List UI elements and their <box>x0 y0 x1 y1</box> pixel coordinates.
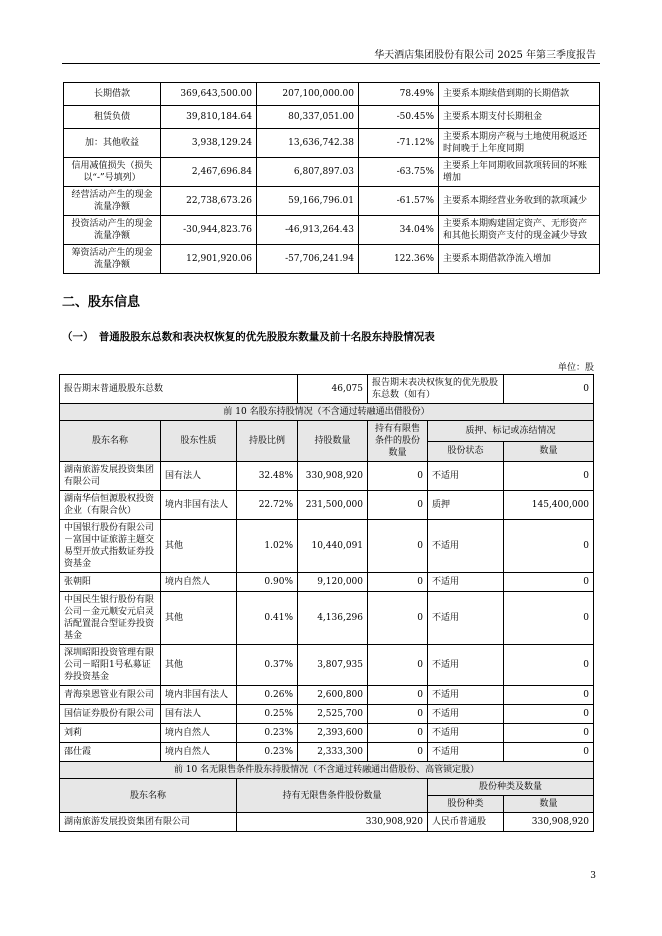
change-reason: 主要系本期支付长期租金 <box>439 106 600 129</box>
uheader-qty: 持有无限售条件股份数量 <box>237 779 428 813</box>
header-qty: 数量 <box>504 441 594 462</box>
table-row <box>64 216 600 245</box>
holder-qty: 0 <box>504 645 594 686</box>
holder-nature: 其他 <box>161 645 237 686</box>
holder-shares: 2,525,700 <box>298 705 368 724</box>
holder-status: 不适用 <box>428 705 504 724</box>
holder-nature: 国有法人 <box>161 705 237 724</box>
header-restricted: 持有有限售条件的股份数量 <box>368 421 428 462</box>
table-row <box>64 245 600 274</box>
holder-name: 湖南旅游发展投资集团有限公司 <box>60 462 161 491</box>
holder-qty: 145,400,000 <box>504 491 594 520</box>
holder-ratio: 0.23% <box>237 743 298 762</box>
holder-restricted: 0 <box>368 592 428 645</box>
holder-restricted: 0 <box>368 520 428 573</box>
item-label: 信用减值损失（损失以“-”号填列） <box>64 158 161 187</box>
current-value: 3,938,129.24 <box>161 129 257 158</box>
holder-shares: 10,440,091 <box>298 520 368 573</box>
change-percent: 122.36% <box>359 245 439 274</box>
change-reason: 主要系本期续借到期的长期借款 <box>439 83 600 106</box>
change-percent: 34.04% <box>359 216 439 245</box>
holder-ratio: 0.41% <box>237 592 298 645</box>
holder-nature: 境内非国有法人 <box>161 686 237 705</box>
holder-ratio: 0.23% <box>237 724 298 743</box>
holder-name: 刘莉 <box>60 724 161 743</box>
header-name: 股东名称 <box>60 421 161 462</box>
table-row <box>60 813 594 832</box>
table-row <box>64 158 600 187</box>
holder-nature: 境内自然人 <box>161 724 237 743</box>
prior-value: 6,807,897.03 <box>257 158 359 187</box>
header-divider <box>62 63 600 64</box>
holder-nature: 其他 <box>161 592 237 645</box>
holder-qty: 0 <box>504 573 594 592</box>
current-value: 22,738,673.26 <box>161 187 257 216</box>
holder-name: 邵仕霞 <box>60 743 161 762</box>
section-title: 二、股东信息 <box>62 295 141 310</box>
holder-qty: 0 <box>504 462 594 491</box>
changes-table <box>63 82 600 274</box>
holder-qty: 0 <box>504 520 594 573</box>
holder-ratio: 0.25% <box>237 705 298 724</box>
uheader-amount: 数量 <box>504 796 594 813</box>
holder-status: 不适用 <box>428 520 504 573</box>
holder-shares: 2,600,800 <box>298 686 368 705</box>
change-reason: 主要系本期房产税与土地使用税返还时间晚于上年度同期 <box>439 129 600 158</box>
table-row <box>64 187 600 216</box>
holder-qty: 0 <box>504 705 594 724</box>
holder-qty: 0 <box>504 592 594 645</box>
holder-name: 张朝阳 <box>60 573 161 592</box>
holder-shares: 9,120,000 <box>298 573 368 592</box>
report-header: 华天酒店集团股份有限公司 2025 年第三季度报告 <box>374 50 596 61</box>
prior-value: -57,706,241.94 <box>257 245 359 274</box>
uheader-name: 股东名称 <box>60 779 237 813</box>
table-row <box>60 705 594 724</box>
holder-name: 中国民生银行股份有限公司－金元顺安元启灵活配置混合型证券投资基金 <box>60 592 161 645</box>
change-reason: 主要系本期借款净流入增加 <box>439 245 600 274</box>
holder-status: 不适用 <box>428 573 504 592</box>
holder-status: 不适用 <box>428 743 504 762</box>
current-value: 369,643,500.00 <box>161 83 257 106</box>
total-holders-label: 报告期末普通股股东总数 <box>60 375 298 404</box>
header-status: 股份状态 <box>428 441 504 462</box>
pref-holders-label: 报告期末表决权恢复的优先股股东总数（如有） <box>368 375 504 404</box>
holder-status: 不适用 <box>428 592 504 645</box>
table-row <box>60 724 594 743</box>
holders-table <box>59 374 594 832</box>
holder-restricted: 0 <box>368 686 428 705</box>
holder-restricted: 0 <box>368 645 428 686</box>
table-row <box>64 106 600 129</box>
current-value: 12,901,920.06 <box>161 245 257 274</box>
change-percent: -71.12% <box>359 129 439 158</box>
holder-qty: 0 <box>504 743 594 762</box>
change-reason: 主要系本期购建固定资产、无形资产和其他长期资产支付的现金减少导致 <box>439 216 600 245</box>
current-value: -30,944,823.76 <box>161 216 257 245</box>
table-row <box>60 743 594 762</box>
change-percent: 78.49% <box>359 83 439 106</box>
prior-value: 59,166,796.01 <box>257 187 359 216</box>
holder-nature: 其他 <box>161 520 237 573</box>
subsection-title: （一） 普通股股东总数和表决权恢复的优先股股东数量及前十名股东持股情况表 <box>62 331 435 343</box>
holder-shares: 2,333,300 <box>298 743 368 762</box>
header-ratio: 持股比例 <box>237 421 298 462</box>
prior-value: 13,636,742.38 <box>257 129 359 158</box>
holder-nature: 国有法人 <box>161 462 237 491</box>
change-percent: -63.75% <box>359 158 439 187</box>
change-percent: -50.45% <box>359 106 439 129</box>
holder-ratio: 22.72% <box>237 491 298 520</box>
header-pledge: 质押、标记或冻结情况 <box>428 421 594 442</box>
change-reason: 主要系本期经营业务收到的款项减少 <box>439 187 600 216</box>
item-label: 加：其他收益 <box>64 129 161 158</box>
holder-restricted: 0 <box>368 743 428 762</box>
current-value: 2,467,696.84 <box>161 158 257 187</box>
unit-label: 单位：股 <box>557 363 594 373</box>
holder-status: 不适用 <box>428 462 504 491</box>
item-label: 经营活动产生的现金流量净额 <box>64 187 161 216</box>
unrestricted-title: 前 10 名无限售条件股东持股情况（不含通过转融通出借股份、高管锁定股） <box>60 762 594 779</box>
holder-restricted: 0 <box>368 705 428 724</box>
holder-nature: 境内非国有法人 <box>161 491 237 520</box>
holder-status: 不适用 <box>428 724 504 743</box>
item-label: 投资活动产生的现金流量净额 <box>64 216 161 245</box>
unrestricted-qty: 330,908,920 <box>237 813 428 832</box>
holder-restricted: 0 <box>368 573 428 592</box>
item-label: 长期借款 <box>64 83 161 106</box>
table-row <box>64 83 600 106</box>
holder-qty: 0 <box>504 724 594 743</box>
table-row <box>64 129 600 158</box>
unrestricted-name: 湖南旅游发展投资集团有限公司 <box>60 813 237 832</box>
holder-shares: 2,393,600 <box>298 724 368 743</box>
uheader-type-group: 股份种类及数量 <box>428 779 594 796</box>
holder-name: 中国银行股份有限公司－富国中证旅游主题交易型开放式指数证券投资基金 <box>60 520 161 573</box>
table-row <box>60 462 594 491</box>
holder-ratio: 0.37% <box>237 645 298 686</box>
table-row <box>60 573 594 592</box>
holder-nature: 境内自然人 <box>161 573 237 592</box>
header-shares: 持股数量 <box>298 421 368 462</box>
holder-status: 不适用 <box>428 686 504 705</box>
change-percent: -61.57% <box>359 187 439 216</box>
holder-ratio: 32.48% <box>237 462 298 491</box>
prior-value: 80,337,051.00 <box>257 106 359 129</box>
top10-title: 前 10 名股东持股情况（不含通过转融通出借股份） <box>60 404 594 421</box>
holder-qty: 0 <box>504 686 594 705</box>
holder-nature: 境内自然人 <box>161 743 237 762</box>
holder-name: 国信证券股份有限公司 <box>60 705 161 724</box>
holder-status: 不适用 <box>428 645 504 686</box>
current-value: 39,810,184.64 <box>161 106 257 129</box>
holder-shares: 3,807,935 <box>298 645 368 686</box>
holder-restricted: 0 <box>368 462 428 491</box>
prior-value: -46,913,264.43 <box>257 216 359 245</box>
prior-value: 207,100,000.00 <box>257 83 359 106</box>
unrestricted-amount: 330,908,920 <box>504 813 594 832</box>
item-label: 租赁负债 <box>64 106 161 129</box>
holder-name: 青海泉恩管业有限公司 <box>60 686 161 705</box>
header-nature: 股东性质 <box>161 421 237 462</box>
holder-status: 质押 <box>428 491 504 520</box>
holder-name: 湖南华信恒源股权投资企业（有限合伙） <box>60 491 161 520</box>
table-row <box>60 491 594 520</box>
page-number: 3 <box>590 871 596 881</box>
holder-restricted: 0 <box>368 491 428 520</box>
table-row <box>60 645 594 686</box>
table-row <box>60 686 594 705</box>
change-reason: 主要系上年同期收回款项转回的坏账增加 <box>439 158 600 187</box>
unrestricted-type: 人民币普通股 <box>428 813 504 832</box>
item-label: 筹资活动产生的现金流量净额 <box>64 245 161 274</box>
total-holders-value: 46,075 <box>298 375 368 404</box>
pref-holders-value: 0 <box>504 375 594 404</box>
uheader-type: 股份种类 <box>428 796 504 813</box>
holder-name: 深圳昭阳投资管理有限公司－昭阳1号私募证券投资基金 <box>60 645 161 686</box>
table-row <box>60 592 594 645</box>
holder-shares: 330,908,920 <box>298 462 368 491</box>
holder-restricted: 0 <box>368 724 428 743</box>
holder-ratio: 1.02% <box>237 520 298 573</box>
holder-shares: 4,136,296 <box>298 592 368 645</box>
holder-shares: 231,500,000 <box>298 491 368 520</box>
holder-ratio: 0.26% <box>237 686 298 705</box>
table-row <box>60 520 594 573</box>
holder-ratio: 0.90% <box>237 573 298 592</box>
